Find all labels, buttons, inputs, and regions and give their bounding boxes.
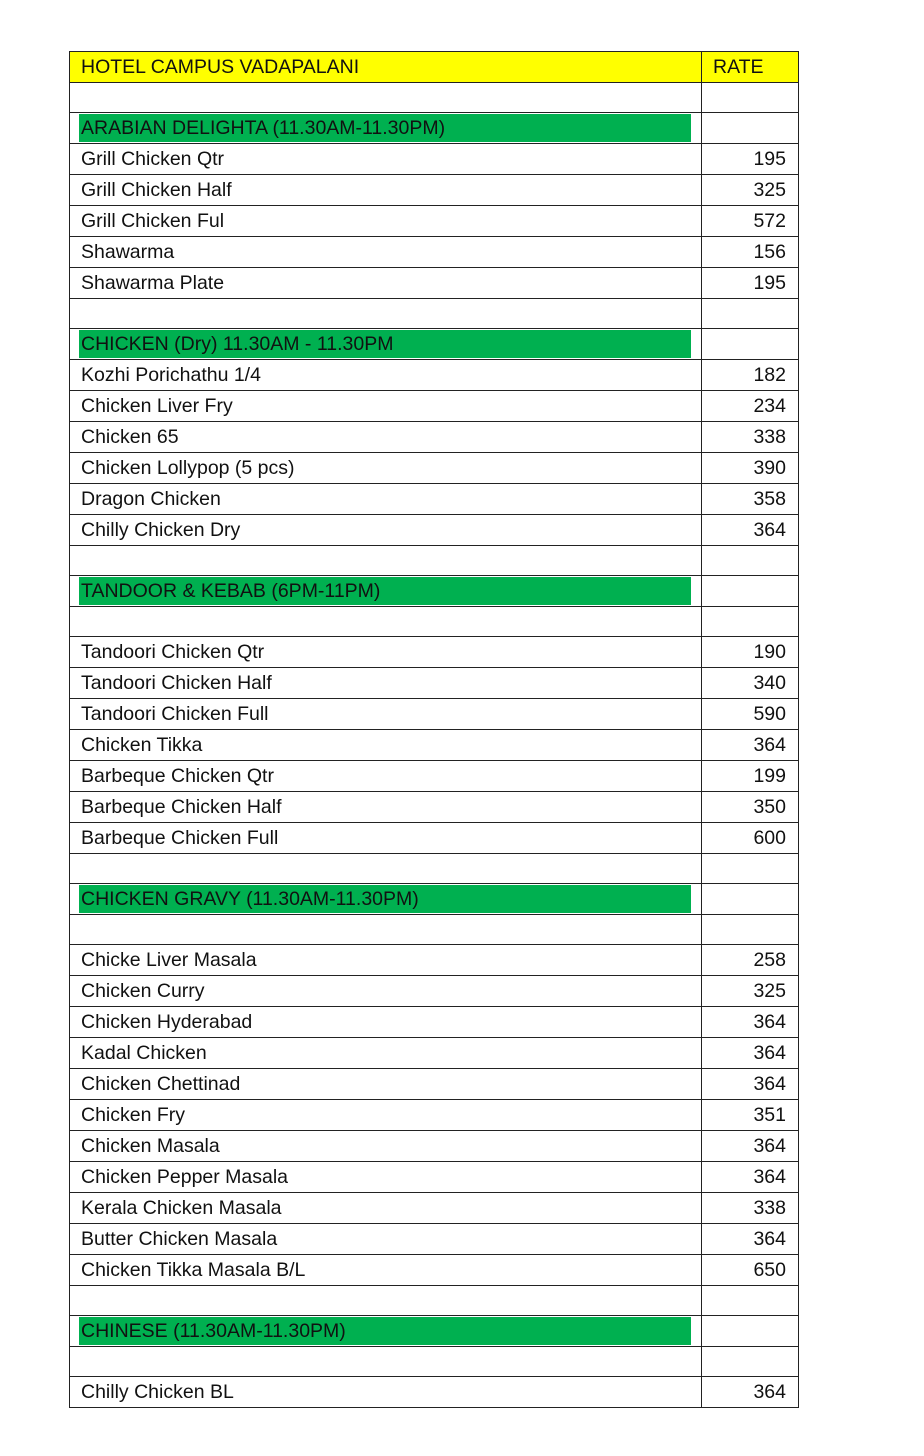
menu-item-rate: 572 [702,206,799,237]
menu-item-rate: 364 [702,1038,799,1069]
menu-item-rate: 234 [702,391,799,422]
menu-item-row [70,453,799,484]
blank-cell [702,1286,799,1316]
menu-item-name: Chilly Chicken BL [70,1377,702,1408]
blank-cell [702,299,799,329]
menu-item-row [70,1162,799,1193]
blank-cell [702,915,799,945]
menu-item-name: Chicken Tikka Masala B/L [70,1255,702,1286]
menu-item-rate: 364 [702,1224,799,1255]
section-title: CHICKEN GRAVY (11.30AM-11.30PM) [79,885,691,913]
menu-item-rate: 650 [702,1255,799,1286]
menu-item-rate: 325 [702,976,799,1007]
menu-item-row [70,1069,799,1100]
menu-item-rate: 338 [702,422,799,453]
menu-item-row [70,144,799,175]
menu-item-name: Chicke Liver Masala [70,945,702,976]
blank-cell [702,546,799,576]
blank-cell [702,854,799,884]
menu-item-row [70,268,799,299]
menu-item-rate: 364 [702,1162,799,1193]
menu-item-rate: 364 [702,1007,799,1038]
menu-item-row [70,823,799,854]
section-title: CHICKEN (Dry) 11.30AM - 11.30PM [79,330,691,358]
section-header-row [70,1316,799,1347]
table-header-row [70,52,799,83]
menu-item-rate: 199 [702,761,799,792]
section-header-cell [70,884,702,915]
menu-table-body [70,52,799,1408]
hotel-name-header: HOTEL CAMPUS VADAPALANI [70,52,702,83]
menu-item-rate: 364 [702,730,799,761]
section-rate-cell [702,1316,799,1347]
menu-item-row [70,484,799,515]
menu-item-rate: 358 [702,484,799,515]
menu-item-name: Barbeque Chicken Half [70,792,702,823]
blank-cell [70,299,702,329]
menu-item-name: Tandoori Chicken Full [70,699,702,730]
menu-item-rate: 195 [702,144,799,175]
menu-item-name: Chicken Chettinad [70,1069,702,1100]
menu-item-row [70,206,799,237]
menu-item-name: Shawarma [70,237,702,268]
menu-item-rate: 364 [702,515,799,546]
menu-item-name: Tandoori Chicken Half [70,668,702,699]
menu-item-name: Chilly Chicken Dry [70,515,702,546]
menu-item-rate: 600 [702,823,799,854]
menu-item-row [70,1038,799,1069]
menu-item-rate: 351 [702,1100,799,1131]
section-header-cell [70,113,702,144]
menu-item-rate: 364 [702,1069,799,1100]
menu-item-name: Barbeque Chicken Full [70,823,702,854]
menu-item-name: Grill Chicken Ful [70,206,702,237]
blank-cell [70,854,702,884]
menu-item-row [70,237,799,268]
menu-item-rate: 195 [702,268,799,299]
menu-item-row [70,1193,799,1224]
menu-item-row [70,637,799,668]
menu-item-row [70,422,799,453]
menu-item-name: Butter Chicken Masala [70,1224,702,1255]
menu-table [69,51,799,1408]
menu-item-name: Grill Chicken Half [70,175,702,206]
menu-item-rate: 182 [702,360,799,391]
menu-item-name: Chicken Lollypop (5 pcs) [70,453,702,484]
section-header-cell [70,329,702,360]
menu-item-name: Chicken Liver Fry [70,391,702,422]
menu-item-rate: 156 [702,237,799,268]
menu-item-row [70,1131,799,1162]
section-rate-cell [702,113,799,144]
section-title: CHINESE (11.30AM-11.30PM) [79,1317,691,1345]
blank-row [70,546,799,576]
menu-item-rate: 190 [702,637,799,668]
menu-item-name: Chicken Hyderabad [70,1007,702,1038]
menu-item-name: Kadal Chicken [70,1038,702,1069]
menu-item-name: Chicken Pepper Masala [70,1162,702,1193]
blank-cell [702,607,799,637]
section-title: ARABIAN DELIGHTA (11.30AM-11.30PM) [79,114,691,142]
menu-item-name: Chicken Tikka [70,730,702,761]
blank-cell [702,83,799,113]
menu-item-rate: 338 [702,1193,799,1224]
blank-cell [702,1347,799,1377]
menu-item-row [70,360,799,391]
section-header-row [70,113,799,144]
blank-cell [70,915,702,945]
menu-item-row [70,730,799,761]
blank-cell [70,1347,702,1377]
section-header-row [70,329,799,360]
menu-item-name: Chicken Masala [70,1131,702,1162]
blank-row [70,607,799,637]
menu-item-name: Chicken Fry [70,1100,702,1131]
blank-row [70,915,799,945]
menu-item-row [70,175,799,206]
menu-item-rate: 325 [702,175,799,206]
blank-row [70,1347,799,1377]
menu-item-name: Kerala Chicken Masala [70,1193,702,1224]
menu-item-row [70,1377,799,1408]
section-rate-cell [702,884,799,915]
menu-item-rate: 364 [702,1131,799,1162]
menu-item-row [70,945,799,976]
menu-item-row [70,515,799,546]
blank-cell [70,546,702,576]
menu-item-name: Tandoori Chicken Qtr [70,637,702,668]
blank-row [70,854,799,884]
section-title: TANDOOR & KEBAB (6PM-11PM) [79,577,691,605]
menu-item-name: Barbeque Chicken Qtr [70,761,702,792]
menu-item-rate: 590 [702,699,799,730]
menu-item-row [70,1007,799,1038]
menu-item-rate: 390 [702,453,799,484]
section-header-cell [70,576,702,607]
menu-item-rate: 350 [702,792,799,823]
section-header-row [70,884,799,915]
menu-item-name: Chicken Curry [70,976,702,1007]
section-header-row [70,576,799,607]
menu-item-row [70,1255,799,1286]
blank-row [70,299,799,329]
menu-item-row [70,668,799,699]
section-rate-cell [702,329,799,360]
blank-row [70,83,799,113]
menu-item-rate: 364 [702,1377,799,1408]
menu-item-name: Grill Chicken Qtr [70,144,702,175]
rate-column-header: RATE [702,52,799,83]
menu-item-row [70,792,799,823]
menu-item-name: Shawarma Plate [70,268,702,299]
blank-row [70,1286,799,1316]
menu-item-name: Kozhi Porichathu 1/4 [70,360,702,391]
blank-cell [70,83,702,113]
menu-item-row [70,761,799,792]
menu-item-row [70,1224,799,1255]
blank-cell [70,607,702,637]
menu-item-row [70,1100,799,1131]
menu-item-name: Chicken 65 [70,422,702,453]
menu-item-row [70,699,799,730]
menu-item-name: Dragon Chicken [70,484,702,515]
menu-item-rate: 340 [702,668,799,699]
blank-cell [70,1286,702,1316]
section-header-cell [70,1316,702,1347]
section-rate-cell [702,576,799,607]
menu-item-row [70,391,799,422]
menu-item-row [70,976,799,1007]
menu-item-rate: 258 [702,945,799,976]
